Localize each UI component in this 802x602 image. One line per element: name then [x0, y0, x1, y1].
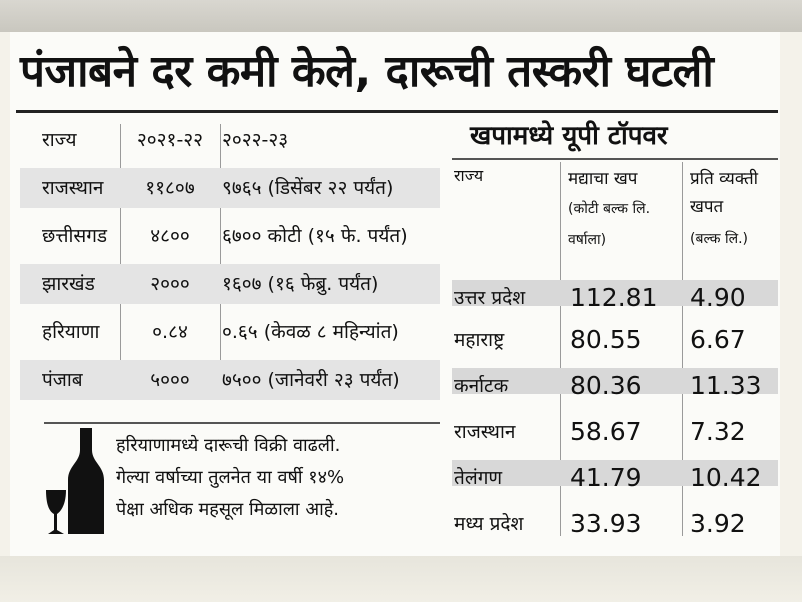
column-header-per-capita [690, 166, 780, 256]
value-2022-23-cell: १६०७ (१६ फेब्रु. पर्यंत) [222, 273, 379, 295]
value-2022-23-cell: ०.६५ (केवळ ८ महिन्यांत) [222, 321, 399, 343]
table-row [452, 414, 778, 458]
note-line: गेल्या वर्षाच्या तुलनेत या वर्षी १४% [116, 467, 345, 488]
consumption-cell: 112.81 [570, 283, 658, 312]
per-capita-cell: 7.32 [690, 417, 746, 446]
consumption-table-title: खपामध्ये यूपी टॉपवर [470, 121, 668, 151]
header-line: (कोटी बल्क लि. [568, 201, 651, 217]
state-cell: छत्तीसगड [42, 225, 108, 247]
state-cell: पंजाब [42, 369, 83, 391]
haryana-note [44, 422, 436, 548]
headline-rule [16, 110, 778, 113]
note-text [116, 430, 446, 526]
consumption-cell: 33.93 [570, 509, 642, 538]
column-header-2022-23: २०२२-२३ [222, 129, 289, 151]
state-cell: मध्य प्रदेश [454, 513, 524, 535]
title-rule [452, 158, 778, 160]
value-2022-23-cell: ७५०० (जानेवरी २३ पर्यंत) [222, 369, 400, 391]
value-2021-22-cell: ०.८४ [152, 321, 188, 343]
state-cell: झारखंड [42, 273, 95, 295]
note-line: हरियाणामध्ये दारूची विक्री वाढली. [116, 435, 341, 456]
consumption-cell: 80.55 [570, 325, 642, 354]
table-row [452, 280, 778, 324]
wine-bottle-glass-icon [44, 426, 108, 538]
state-cell: हरियाणा [42, 321, 100, 343]
table-row [452, 506, 778, 550]
per-capita-cell: 4.90 [690, 283, 746, 312]
headline: पंजाबने दर कमी केले, दारूची तस्करी घटली [20, 46, 714, 97]
table-header-row [20, 118, 440, 162]
note-rule [44, 422, 440, 424]
state-cell: कर्नाटक [454, 375, 509, 397]
column-header-state: राज्य [454, 166, 484, 185]
table-row [452, 460, 778, 504]
header-line: वर्षाला) [568, 232, 607, 248]
per-capita-cell: 6.67 [690, 325, 746, 354]
table-row [20, 262, 440, 306]
per-capita-cell: 3.92 [690, 509, 746, 538]
state-cell: महाराष्ट्र [454, 329, 505, 351]
value-2021-22-cell: ४८०० [150, 225, 190, 247]
table-row [452, 368, 778, 412]
header-line: (बल्क लि.) [690, 231, 749, 247]
background-bottom-strip [0, 556, 802, 602]
value-2021-22-cell: ५००० [150, 369, 190, 391]
column-header-2021-22: २०२१-२२ [136, 129, 204, 151]
state-cell: तेलंगण [454, 467, 503, 489]
value-2022-23-cell: ९७६५ (डिसेंबर २२ पर्यंत) [222, 177, 394, 199]
consumption-cell: 58.67 [570, 417, 642, 446]
column-header-consumption [568, 166, 688, 254]
per-capita-cell: 10.42 [690, 463, 762, 492]
per-capita-cell: 11.33 [690, 371, 762, 400]
state-cell: उत्तर प्रदेश [454, 287, 526, 309]
consumption-cell: 80.36 [570, 371, 642, 400]
table-row [20, 166, 440, 210]
value-2021-22-cell: २००० [150, 273, 190, 295]
table-row [20, 358, 440, 402]
table-row [452, 322, 778, 366]
value-2022-23-cell: ६७०० कोटी (१५ फे. पर्यंत) [222, 225, 408, 247]
consumption-cell: 41.79 [570, 463, 642, 492]
column-header-state: राज्य [42, 129, 77, 151]
value-2021-22-cell: ११८०७ [145, 177, 195, 199]
state-cell: राजस्थान [454, 421, 516, 443]
table-row [20, 310, 440, 354]
header-line: प्रति व्यक्ती [690, 169, 759, 189]
header-line: खपत [690, 197, 724, 217]
header-line: मद्याचा खप [568, 169, 638, 189]
background-top-strip [0, 0, 802, 32]
state-cell: राजस्थान [42, 177, 104, 199]
note-line: पेक्षा अधिक महसूल मिळाला आहे. [116, 499, 339, 520]
table-row [20, 214, 440, 258]
